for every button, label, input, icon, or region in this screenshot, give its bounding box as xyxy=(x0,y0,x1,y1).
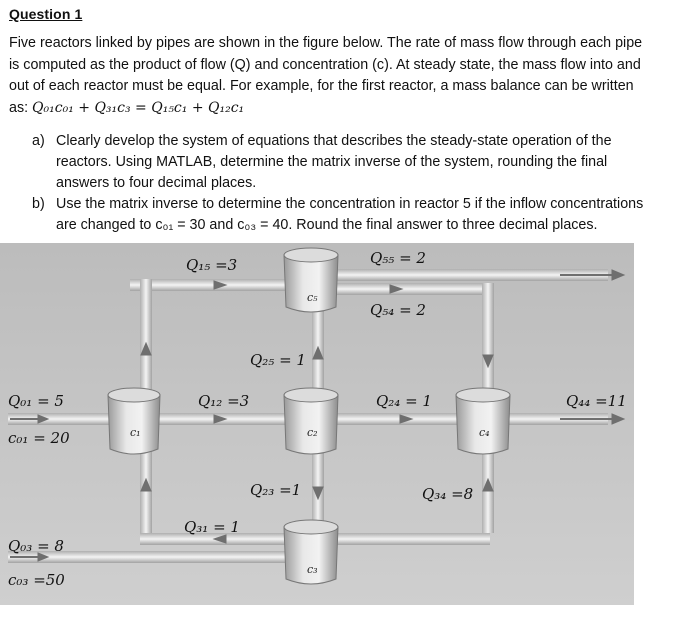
question-parts xyxy=(32,131,682,236)
part-text: reactors. Using MATLAB, determine the matrix inverse of the system, rounding the final xyxy=(56,154,608,170)
conc-label-c03: c₀₃ =50 xyxy=(8,571,65,589)
part-text: Use the matrix inverse to determine the concentration in reactor 5 if the inflow concentrations xyxy=(56,196,644,212)
flow-label-q34: Q₃₄ =8 xyxy=(422,485,474,503)
reactor-label: c₄ xyxy=(479,426,490,439)
reactor-label: c₅ xyxy=(307,291,318,304)
flow-label-q03: Q₀₃ = 8 xyxy=(8,537,64,555)
part-a xyxy=(32,131,682,194)
flow-label-q55: Q₅₅ = 2 xyxy=(370,249,426,267)
part-label: b) xyxy=(32,196,45,212)
reactor-label: c₃ xyxy=(307,563,318,576)
intro-line: out of each reactor must be equal. For example, for the first reactor, a mass balance can be written xyxy=(9,78,634,94)
reactor-network-figure xyxy=(0,243,634,605)
conc-label-c01: c₀₁ = 20 xyxy=(8,429,70,447)
flow-label-q12: Q₁₂ =3 xyxy=(198,392,250,410)
part-b xyxy=(32,194,682,236)
reactor-2 xyxy=(284,388,338,454)
flow-label-q24: Q₂₄ = 1 xyxy=(376,392,432,410)
part-text: answers to four decimal places. xyxy=(56,175,257,191)
part-text: are changed to c₀₁ = 30 and c₀₃ = 40. Round the final answer to three decimal places. xyxy=(56,217,598,233)
reactor-label: c₂ xyxy=(307,426,318,439)
equation-prefix: as: xyxy=(9,99,33,116)
question-title: Question 1 xyxy=(9,6,83,22)
flow-label-q54: Q₅₄ = 2 xyxy=(370,301,426,319)
flow-label-q01: Q₀₁ = 5 xyxy=(8,392,64,410)
mass-balance-equation: Q₀₁c₀₁ + Q₃₁c₃ = Q₁₅c₁ + Q₁₂c₁ xyxy=(32,99,245,116)
reactor-5 xyxy=(284,248,338,312)
reactor-3 xyxy=(284,520,338,584)
flow-label-q25: Q₂₅ = 1 xyxy=(250,351,306,369)
flow-label-q31: Q₃₁ = 1 xyxy=(184,518,240,536)
question-intro xyxy=(9,33,679,119)
flow-label-q23: Q₂₃ =1 xyxy=(250,481,302,499)
flow-label-q44: Q₄₄ =11 xyxy=(566,392,627,410)
reactor-4 xyxy=(456,388,510,454)
reactor-label: c₁ xyxy=(130,426,141,439)
intro-line: is computed as the product of flow (Q) and concentration (c). At steady state, the mass flow into and xyxy=(9,56,641,73)
equation-line xyxy=(9,98,679,120)
intro-line: Five reactors linked by pipes are shown in the figure below. The rate of mass flow through each pipe xyxy=(9,35,643,51)
reactor-1 xyxy=(108,388,160,454)
part-text: Clearly develop the system of equations that describes the steady-state operation of the xyxy=(56,133,612,149)
part-label: a) xyxy=(32,133,45,149)
flow-label-q15: Q₁₅ =3 xyxy=(186,256,238,274)
